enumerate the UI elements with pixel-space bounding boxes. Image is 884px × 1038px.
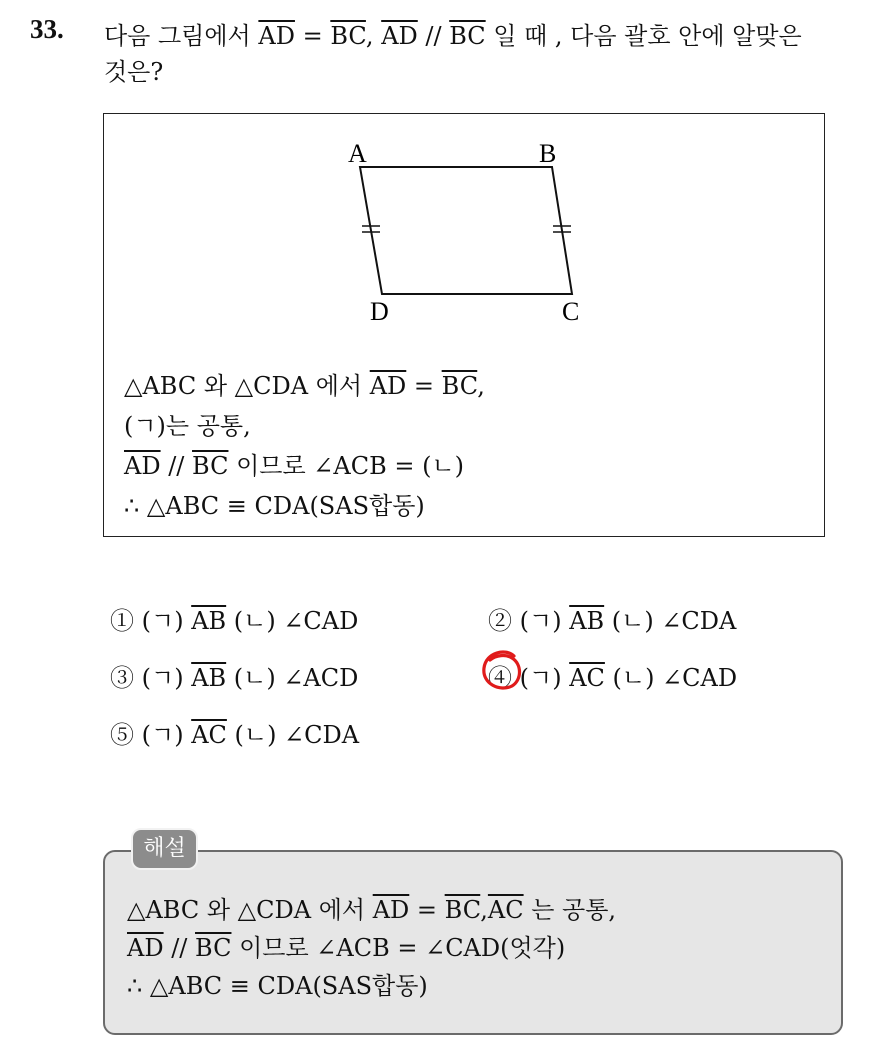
sol-l2-segment-ad: $\overline{AD}$	[127, 934, 164, 962]
sol-l2-suffix: 이므로 ∠ACB = ∠CAD(엇각)	[231, 934, 566, 962]
choice-1-n: (ㄴ) ∠CAD	[226, 607, 359, 635]
choice-2-n: (ㄴ) ∠CDA	[604, 607, 737, 635]
sol-equals: =	[409, 896, 445, 924]
choice-5-number: ⑤	[110, 721, 134, 749]
vertex-label-b: B	[539, 139, 557, 168]
question-suffix: 일 때 , 다음 괄호 안에 알맞은	[485, 22, 802, 50]
sol-segment-ac: $\overline{AC}$	[487, 896, 524, 924]
proof-l3-segment-bc: $\overline{BC}$	[192, 452, 229, 480]
sol-l2-parallel: //	[163, 934, 196, 962]
sol-l2-segment-bc: $\overline{BC}$	[195, 934, 232, 962]
proof-line2: (ㄱ)는 공통,	[124, 412, 251, 440]
choice-1-number: ①	[110, 607, 134, 635]
segment-bc: $\overline{BC}$	[330, 22, 366, 50]
solution-line1	[127, 890, 616, 925]
choice-4-n: (ㄴ) ∠CAD	[604, 664, 738, 692]
choice-2[interactable]	[488, 601, 736, 636]
vertex-label-a: A	[348, 139, 367, 168]
question-text-line1	[104, 16, 802, 51]
segment-ad: $\overline{AD}$	[258, 22, 295, 50]
choice-5-k: (ㄱ)	[141, 721, 192, 749]
equals-sign: =	[294, 22, 331, 50]
vertex-label-c: C	[562, 297, 580, 326]
choice-3-k: (ㄱ)	[141, 664, 192, 692]
choice-3-segment: $\overline{AB}$	[191, 664, 227, 692]
solution-box	[103, 850, 843, 1035]
proof-segment-bc: $\overline{BC}$	[441, 372, 478, 400]
comma: ,	[365, 22, 382, 50]
choice-4-segment: $\overline{AC}$	[569, 664, 605, 692]
choice-4-k: (ㄱ)	[519, 664, 570, 692]
choice-1-segment: $\overline{AB}$	[191, 607, 227, 635]
choice-2-number: ②	[488, 607, 512, 635]
parallel-sign: //	[417, 22, 450, 50]
proof-line1	[124, 366, 485, 401]
choice-1[interactable]	[110, 601, 358, 636]
segment-ad-2: $\overline{AD}$	[381, 22, 418, 50]
solution-line2	[127, 928, 565, 963]
sol-comma: ,	[480, 896, 488, 924]
question-number: 33.	[30, 14, 64, 44]
parallelogram-diagram	[334, 134, 614, 334]
segment-bc-2: $\overline{BC}$	[449, 22, 486, 50]
figure-box	[103, 113, 825, 537]
proof-l1-end: ,	[477, 372, 485, 400]
choice-3-number: ③	[110, 664, 134, 692]
sol-segment-ad: $\overline{AD}$	[372, 896, 410, 924]
vertex-label-d: D	[370, 297, 389, 326]
proof-line3	[124, 446, 464, 481]
choice-1-k: (ㄱ)	[141, 607, 192, 635]
choice-5-segment: $\overline{AC}$	[191, 721, 227, 749]
choice-5-n: (ㄴ) ∠CDA	[226, 721, 360, 749]
solution-line3: ∴ △ABC ≡ CDA(SAS합동)	[127, 972, 428, 1000]
question-prefix: 다음 그림에서	[104, 22, 259, 50]
choice-3[interactable]	[110, 658, 358, 693]
choice-2-k: (ㄱ)	[519, 607, 570, 635]
sol-segment-bc: $\overline{BC}$	[444, 896, 481, 924]
choice-5[interactable]	[110, 715, 359, 750]
proof-segment-ad: $\overline{AD}$	[369, 372, 407, 400]
proof-l3-suffix: 이므로 ∠ACB = (ㄴ)	[228, 452, 464, 480]
proof-equals: =	[406, 372, 442, 400]
sol-l1-suffix: 는 공통,	[523, 896, 617, 924]
choice-2-segment: $\overline{AB}$	[569, 607, 605, 635]
proof-l3-segment-ad: $\overline{AD}$	[124, 452, 161, 480]
choice-3-n: (ㄴ) ∠ACD	[226, 664, 359, 692]
answer-circle-mark	[478, 646, 526, 694]
parallelogram-abcd	[360, 167, 572, 294]
proof-line4: ∴ △ABC ≡ CDA(SAS합동)	[124, 492, 425, 520]
choice-4-number: ④	[488, 664, 512, 692]
question-text-line2: 것은?	[104, 58, 164, 86]
proof-l3-parallel: //	[160, 452, 193, 480]
solution-tab-label: 해설	[131, 828, 198, 870]
proof-l1-prefix: △ABC 와 △CDA 에서	[124, 372, 370, 400]
sol-l1-prefix: △ABC 와 △CDA 에서	[127, 896, 373, 924]
